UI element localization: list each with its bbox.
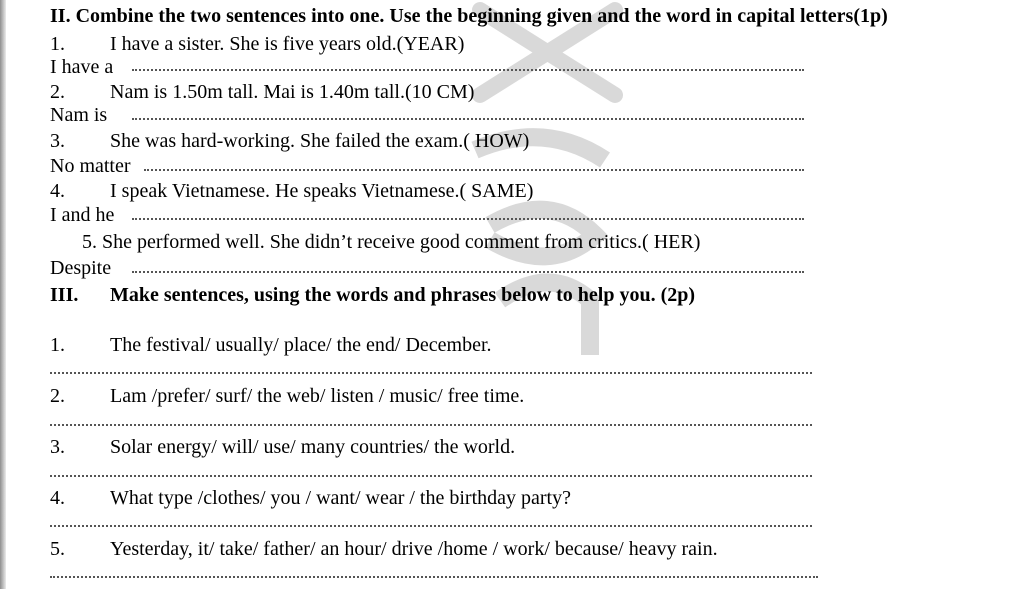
item-number: 1.	[50, 334, 65, 356]
item-text: Yesterday, it/ take/ father/ an hour/ drive /home / work/ because/ heavy rain.	[110, 538, 718, 560]
item-number: 2.	[50, 81, 65, 103]
answer-blank-4[interactable]	[132, 218, 804, 220]
answer-line-3[interactable]	[50, 475, 812, 477]
section2-answer-start-2: Nam is	[50, 104, 108, 126]
answer-blank-2[interactable]	[132, 118, 804, 120]
section-title: Make sentences, using the words and phrases below to help you. (2p)	[110, 284, 696, 306]
section3-heading	[50, 284, 695, 306]
section2-answer-start-3: No matter	[50, 155, 131, 177]
answer-line-1[interactable]	[50, 372, 812, 374]
section2-answer-start-1: I have a	[50, 56, 114, 78]
item-text: What type /clothes/ you / want/ wear / the birthday party?	[110, 487, 571, 509]
item-number: 3.	[50, 436, 65, 458]
section2-item-2	[50, 81, 474, 103]
page-edge-shadow	[0, 0, 6, 589]
item-text: Nam is 1.50m tall. Mai is 1.40m tall.(10 CM)	[110, 81, 475, 103]
section3-item-2	[50, 385, 524, 407]
answer-line-5[interactable]	[50, 576, 818, 578]
item-number: 5.	[50, 538, 65, 560]
item-number: 3.	[50, 130, 65, 152]
answer-blank-1[interactable]	[132, 69, 804, 71]
answer-line-2[interactable]	[50, 424, 812, 426]
item-text: I speak Vietnamese. He speaks Vietnamese.( SAME)	[110, 180, 534, 202]
section3-item-3	[50, 436, 515, 458]
section2-item-4	[50, 180, 533, 202]
answer-blank-5[interactable]	[132, 271, 804, 273]
item-text: The festival/ usually/ place/ the end/ December.	[110, 334, 492, 356]
item-number: 4.	[50, 180, 65, 202]
section2-heading: II. Combine the two sentences into one. Use the beginning given and the word in capital letters(1p)	[50, 5, 888, 27]
item-text: I have a sister. She is five years old.(YEAR)	[110, 33, 465, 55]
section2-item-5: 5. She performed well. She didn’t receive good comment from critics.( HER)	[82, 231, 701, 253]
section2-item-3	[50, 130, 529, 152]
section3-item-1	[50, 334, 492, 356]
section2-answer-start-4: I and he	[50, 204, 115, 226]
item-text: She was hard-working. She failed the exam.( HOW)	[110, 130, 530, 152]
section2-answer-start-5: Despite	[50, 257, 112, 279]
section2-item-1	[50, 33, 464, 55]
section-number: III.	[50, 284, 79, 306]
item-number: 2.	[50, 385, 65, 407]
item-text: Lam /prefer/ surf/ the web/ listen / music/ free time.	[110, 385, 525, 407]
item-text: Solar energy/ will/ use/ many countries/ the world.	[110, 436, 516, 458]
item-number: 1.	[50, 33, 65, 55]
item-number: 4.	[50, 487, 65, 509]
answer-blank-3[interactable]	[144, 169, 804, 171]
answer-line-4[interactable]	[50, 525, 812, 527]
section3-item-4	[50, 487, 571, 509]
section3-item-5	[50, 538, 718, 560]
